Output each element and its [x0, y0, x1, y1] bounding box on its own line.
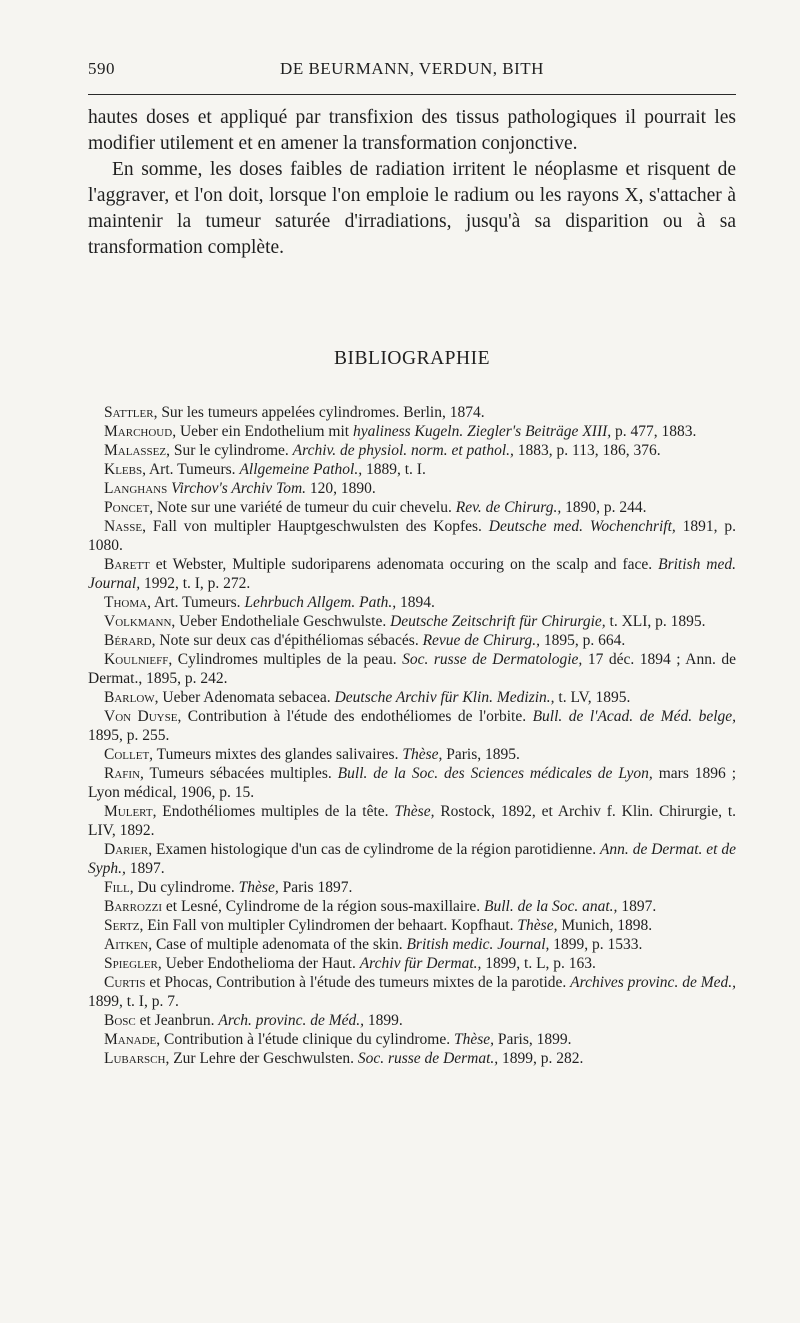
entry-text: , Contribution à l'étude des endothéliomes de l'orbite. — [177, 708, 533, 725]
entry-text: , Fall von multipler Hauptgeschwulsten des Kopfes. — [142, 518, 489, 535]
entry-source: Rev. de Chirurg., — [455, 499, 562, 516]
entry-details: 1899, t. L, p. 163. — [481, 955, 596, 972]
entry-source: Allgemeine Pathol., — [239, 461, 363, 478]
entry-details: Paris 1897. — [278, 879, 353, 896]
entry-source: Lehrbuch Allgem. Path., — [244, 594, 397, 611]
entry-source: Thèse, — [402, 746, 443, 763]
entry-text: , Ein Fall von multipler Cylindromen der behaart. Kopfhaut. — [139, 917, 518, 934]
entry-source: Archives provinc. de Med., — [570, 974, 736, 991]
bibliography-entry — [88, 688, 736, 707]
entry-text: , Tumeurs sébacées multiples. — [140, 765, 338, 782]
entry-details: p. 477, 1883. — [611, 423, 697, 440]
entry-author: Barlow — [104, 689, 155, 706]
bibliography-entry — [88, 1011, 736, 1030]
entry-details: 1889, t. I. — [362, 461, 426, 478]
entry-text: , Ueber Adenomata sebacea. — [154, 689, 335, 706]
bibliography-entry — [88, 460, 736, 479]
entry-details: 1895, p. 255. — [88, 727, 170, 744]
bibliography-entry — [88, 555, 736, 593]
entry-details: t. XLI, p. 1895. — [605, 613, 706, 630]
entry-source: Thèse, — [238, 879, 279, 896]
entry-source: Soc. russe de Dermatologie, — [402, 651, 583, 668]
bibliography-entry — [88, 764, 736, 802]
entry-source: British med. Journal, — [88, 556, 736, 592]
entry-source: Bull. de la Soc. anat., — [483, 898, 618, 915]
entry-source: Virchov's Archiv Tom. — [171, 480, 307, 497]
entry-source: Deutsche Archiv für Klin. Medizin., — [334, 689, 555, 706]
entry-text: , Ueber Endothelioma der Haut. — [157, 955, 360, 972]
entry-source: Archiv für Dermat., — [359, 955, 482, 972]
entry-details: Paris, 1895. — [442, 746, 520, 763]
bibliography-entry — [88, 650, 736, 688]
entry-text: , Endothéliomes multiples de la tête. — [152, 803, 395, 820]
bibliography-entry — [88, 593, 736, 612]
entry-details: 1899. — [364, 1012, 403, 1029]
entry-details: 120, 1890. — [306, 480, 376, 497]
entry-source: Thèse, — [517, 917, 558, 934]
entry-author: Fill — [104, 879, 130, 896]
entry-author: Barrozzi — [104, 898, 163, 915]
entry-author: Curtis — [104, 974, 146, 991]
entry-author: Von Duyse — [104, 708, 178, 725]
bibliography-entry — [88, 498, 736, 517]
entry-author: Aitken — [104, 936, 149, 953]
entry-text: , Tumeurs mixtes des glandes salivaires. — [149, 746, 403, 763]
entry-source: British medic. Journal, — [406, 936, 550, 953]
bibliography-entry — [88, 612, 736, 631]
entry-author: Thoma — [104, 594, 148, 611]
entry-details: t. LV, 1895. — [554, 689, 631, 706]
entry-source: Soc. russe de Dermat., — [357, 1050, 499, 1067]
entry-author: Spiegler — [104, 955, 158, 972]
entry-text: , Contribution à l'étude clinique du cylindrome. — [156, 1031, 454, 1048]
entry-source: Thèse, — [453, 1031, 494, 1048]
bibliography-entry — [88, 878, 736, 897]
entry-author: Poncet — [104, 499, 150, 516]
bibliography-entry — [88, 1049, 736, 1068]
entry-source: Revue de Chirurg., — [422, 632, 540, 649]
bibliography-entry — [88, 897, 736, 916]
page-header — [88, 59, 736, 83]
entry-details: 1897. — [125, 860, 165, 877]
body-text — [88, 105, 736, 261]
entry-text: , Note sur deux cas d'épithéliomas sébacés. — [151, 632, 423, 649]
bibliography-entry — [88, 441, 736, 460]
entry-author: Manade — [104, 1031, 157, 1048]
entry-details: 1992, t. I, p. 272. — [140, 575, 251, 592]
bibliography-entry — [88, 707, 736, 745]
entry-author: Volkmann — [104, 613, 172, 630]
entry-author: Sattler — [104, 404, 154, 421]
entry-details: 1897. — [617, 898, 657, 915]
entry-source: Ann. de Dermat. et de Syph., — [88, 841, 736, 877]
entry-details: Munich, 1898. — [557, 917, 653, 934]
bibliography-entry — [88, 745, 736, 764]
entry-text: , Note sur une variété de tumeur du cuir chevelu. — [149, 499, 456, 516]
entry-details: 1891, p. 1080. — [88, 518, 737, 554]
header-rule — [88, 94, 736, 95]
entry-source: Deutsche Zeitschrift für Chirurgie, — [390, 613, 606, 630]
entry-author: Klebs — [104, 461, 143, 478]
entry-author: Marchoud — [104, 423, 173, 440]
entry-author: Sertz — [104, 917, 140, 934]
page-number: 590 — [88, 59, 115, 78]
running-title: DE BEURMANN, VERDUN, BITH — [280, 59, 544, 78]
bibliography-entry — [88, 802, 736, 840]
entry-text: , Cylindromes multiples de la peau. — [168, 651, 403, 668]
bibliography-entry — [88, 517, 736, 555]
entry-details: 17 déc. 1894 ; Ann. de Dermat., 1895, p. 242. — [88, 651, 736, 687]
entry-details: 1899, p. 1533. — [549, 936, 643, 953]
entry-source: Arch. provinc. de Méd., — [218, 1012, 365, 1029]
entry-author: Collet — [104, 746, 150, 763]
entry-author: Bérard — [104, 632, 152, 649]
bibliography-title: BIBLIOGRAPHIE — [334, 348, 490, 369]
entry-text: , Zur Lehre der Geschwulsten. — [165, 1050, 358, 1067]
entry-text: , Ueber ein Endothelium mit — [172, 423, 353, 440]
entry-author: Barett — [104, 556, 150, 573]
entry-author: Bosc — [104, 1012, 136, 1029]
entry-text: , Sur les tumeurs appelées cylindromes. Berlin, 1874. — [153, 404, 485, 421]
entry-text: et Webster, Multiple sudoriparens adenomata occuring on the scalp and face. — [149, 556, 659, 573]
entry-text: , Art. Tumeurs. — [147, 594, 245, 611]
bibliography-entry — [88, 479, 736, 498]
bibliography-list — [88, 403, 736, 1068]
bibliography-entry — [88, 954, 736, 973]
entry-author: Lubarsch — [104, 1050, 166, 1067]
bibliography-entry — [88, 916, 736, 935]
entry-author: Mulert — [104, 803, 153, 820]
entry-source: Bull. de la Soc. des Sciences médicales de Lyon, — [337, 765, 653, 782]
entry-text: , Case of multiple adenomata of the skin. — [148, 936, 407, 953]
bibliography-entry — [88, 422, 736, 441]
entry-details: 1899, p. 282. — [498, 1050, 584, 1067]
bibliography-entry — [88, 973, 736, 1011]
entry-source: Bull. de l'Acad. de Méd. belge, — [532, 708, 737, 725]
entry-author: Rafin — [104, 765, 141, 782]
entry-text: , Ueber Endotheliale Geschwulste. — [171, 613, 391, 630]
entry-source: Thèse, — [394, 803, 435, 820]
entry-details: 1894. — [396, 594, 435, 611]
bibliography-entry — [88, 1030, 736, 1049]
entry-details: 1895, p. 664. — [539, 632, 626, 649]
entry-text: et Jeanbrun. — [135, 1012, 219, 1029]
paragraph: hautes doses et appliqué par transfixion des tissus pathologiques il pourrait les modifier utilement et en amener la transformation conjonctive. — [88, 107, 736, 154]
entry-details: 1890, p. 244. — [561, 499, 647, 516]
entry-author: Darier — [104, 841, 149, 858]
entry-source: Archiv. de physiol. norm. et pathol., — [292, 442, 514, 459]
entry-author: Langhans — [104, 480, 168, 497]
entry-details: mars 1896 ; Lyon médical, 1906, p. 15. — [88, 765, 737, 801]
entry-details: 1899, t. I, p. 7. — [88, 993, 179, 1010]
entry-source: Deutsche med. Wochenchrift, — [488, 518, 676, 535]
entry-text: , Examen histologique d'un cas de cylindrome de la région parotidienne. — [148, 841, 600, 858]
entry-author: Koulnieff — [104, 651, 169, 668]
entry-text: , Art. Tumeurs. — [142, 461, 240, 478]
entry-author: Nasse — [104, 518, 143, 535]
entry-details: 1883, p. 113, 186, 376. — [513, 442, 661, 459]
entry-author: Malassez — [104, 442, 167, 459]
paragraph: En somme, les doses faibles de radiation irritent le néoplasme et risquent de l'aggraver, et l'on doit, lorsque l'on emploie le radium ou les rayons X, s'attacher à maintenir la tumeur saturée d'irradiations, jusqu'à sa disparition ou à sa transformation complète. — [88, 159, 736, 258]
entry-text: et Phocas, Contribution à l'étude des tumeurs mixtes de la parotide. — [145, 974, 571, 991]
entry-text: , Du cylindrome. — [129, 879, 239, 896]
bibliography-entry — [88, 935, 736, 954]
entry-details: Paris, 1899. — [494, 1031, 572, 1048]
bibliography-entry — [88, 631, 736, 650]
entry-source: hyaliness Kugeln. Ziegler's Beiträge XIII, — [352, 423, 612, 440]
entry-text: et Lesné, Cylindrome de la région sous-maxillaire. — [162, 898, 484, 915]
entry-text: , Sur le cylindrome. — [166, 442, 293, 459]
bibliography-entry — [88, 840, 736, 878]
entry-details: Rostock, 1892, et Archiv f. Klin. Chirurgie, t. LIV, 1892. — [88, 803, 736, 839]
bibliography-entry — [88, 403, 736, 422]
